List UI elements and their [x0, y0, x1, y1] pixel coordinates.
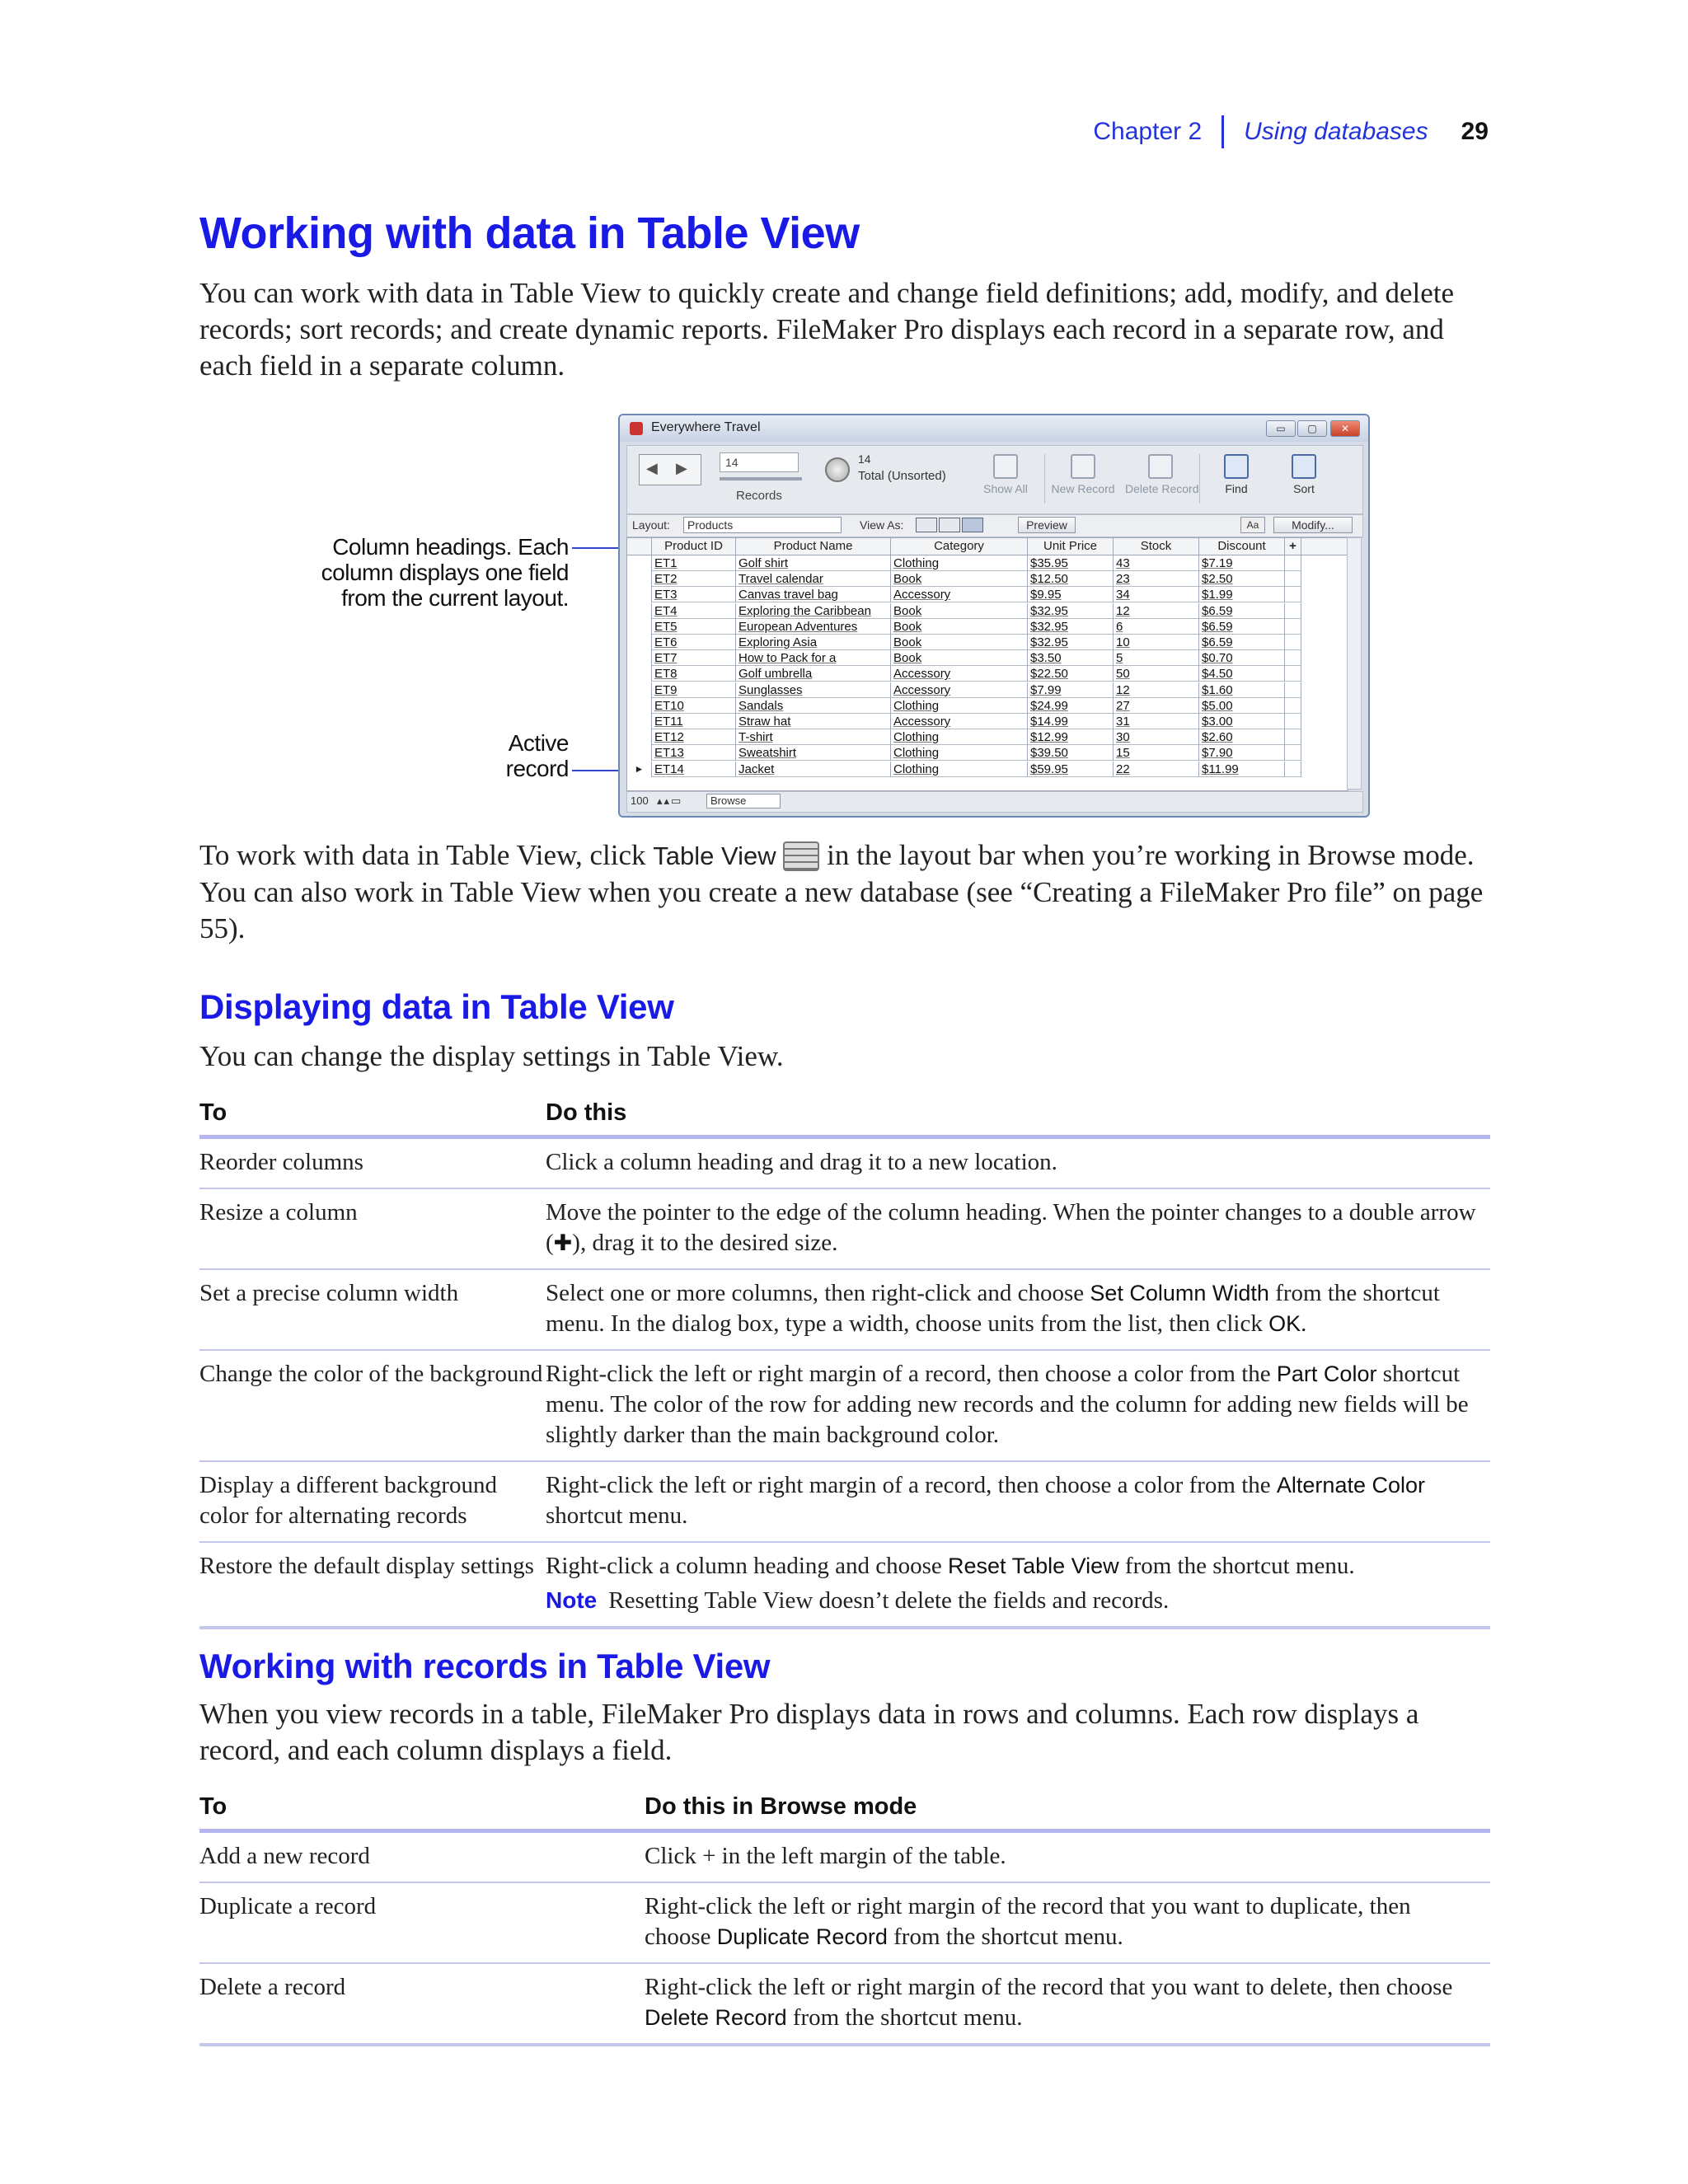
display-intro: You can change the display settings in Table View.: [199, 1040, 784, 1072]
table-cell[interactable]: ET12: [652, 729, 736, 745]
table-cell[interactable]: ET5: [652, 619, 736, 635]
instruction-cell: [546, 1147, 1490, 1178]
record-margin[interactable]: [627, 619, 652, 635]
task-cell: Duplicate a record: [199, 1893, 377, 1919]
table-cell[interactable]: Clothing: [891, 762, 1028, 777]
table-row[interactable]: [627, 571, 1348, 587]
instruction-text: Right-click the left or right margin of the record that you want to delete, then choose: [645, 1974, 1453, 2000]
table-cell[interactable]: 10: [1114, 635, 1199, 650]
active-record-marker-icon[interactable]: ►: [627, 762, 652, 777]
table-view-instructions: To work with data in Table View, click Table View in the layout bar when you’re working in Browse mode. You can also work in Table View when you create a new database (see “Creating a FileMaker Pro file” on page 55).: [199, 839, 1484, 944]
menu-command: Duplicate Record: [716, 1924, 888, 1949]
running-header: [1093, 115, 1489, 148]
table-cell[interactable]: 5: [1114, 650, 1199, 666]
table-cell[interactable]: Accessory: [891, 666, 1028, 682]
table-cell[interactable]: 22: [1114, 762, 1199, 777]
record-margin[interactable]: [627, 603, 652, 619]
records-heading: Working with records in Table View: [199, 1647, 771, 1685]
table-row[interactable]: [627, 635, 1348, 650]
table-row[interactable]: [627, 603, 1348, 619]
display-table-header: To Do this: [199, 1099, 1490, 1139]
table-cell[interactable]: $7.99: [1028, 682, 1114, 698]
table-cell[interactable]: Clothing: [891, 729, 1028, 745]
table-cell[interactable]: Book: [891, 603, 1028, 619]
table-cell[interactable]: ET3: [652, 587, 736, 602]
table-row: [199, 1883, 1490, 1964]
table-cell[interactable]: $6.59: [1199, 635, 1285, 650]
table-cell[interactable]: Accessory: [891, 682, 1028, 698]
table-row[interactable]: [627, 698, 1348, 714]
window-title: Everywhere Travel: [651, 420, 761, 434]
table-cell[interactable]: $6.59: [1199, 619, 1285, 635]
table-cell[interactable]: Exploring Asia: [736, 635, 891, 650]
records-label: Records: [736, 489, 782, 503]
show-all-icon: [993, 454, 1018, 479]
table-view-icon: [783, 841, 819, 871]
new-field-cell[interactable]: [1285, 698, 1301, 714]
new-field-cell[interactable]: [1285, 762, 1301, 777]
record-margin[interactable]: [627, 666, 652, 682]
zoom-controls-icon[interactable]: ▴▴▭: [657, 794, 683, 807]
table-cell[interactable]: Clothing: [891, 698, 1028, 714]
preview-button[interactable]: Preview: [1018, 517, 1076, 533]
table-cell[interactable]: Accessory: [891, 714, 1028, 729]
record-navigator-book[interactable]: [639, 454, 701, 485]
table-cell[interactable]: $22.50: [1028, 666, 1114, 682]
table-row[interactable]: [627, 729, 1348, 745]
next-record-icon[interactable]: ▶: [676, 460, 687, 476]
column-heading[interactable]: Product ID: [652, 538, 736, 555]
table-row: [199, 1351, 1490, 1462]
header-divider: [1221, 115, 1224, 148]
table-row[interactable]: [627, 587, 1348, 602]
table-cell[interactable]: Book: [891, 650, 1028, 666]
table-cell[interactable]: ET1: [652, 555, 736, 571]
text-format-button[interactable]: Aa: [1240, 517, 1265, 533]
table-row[interactable]: [627, 745, 1348, 761]
record-margin[interactable]: [627, 555, 652, 571]
table-cell[interactable]: $39.50: [1028, 745, 1114, 761]
instruction-cell: [546, 1197, 1490, 1258]
table-cell[interactable]: 12: [1114, 682, 1199, 698]
table-cell[interactable]: $32.95: [1028, 603, 1114, 619]
table-cell[interactable]: Sandals: [736, 698, 891, 714]
records-table: [199, 1793, 1490, 2046]
table-cell[interactable]: Clothing: [891, 745, 1028, 761]
task-cell: Set a precise column width: [199, 1280, 459, 1306]
table-cell[interactable]: ET6: [652, 635, 736, 650]
app-icon: [630, 422, 643, 435]
menu-command: Alternate Color: [1276, 1473, 1425, 1497]
table-cell[interactable]: Book: [891, 571, 1028, 587]
table-cell[interactable]: Exploring the Caribbean: [736, 603, 891, 619]
filemaker-window: [618, 414, 1370, 818]
table-cell[interactable]: Sunglasses: [736, 682, 891, 698]
menu-command: Set Column Width: [1090, 1281, 1269, 1305]
table-cell[interactable]: Book: [891, 635, 1028, 650]
instruction-text: .: [1301, 1310, 1307, 1337]
instruction-text: Click a column heading and drag it to a new location.: [546, 1149, 1057, 1175]
table-cell[interactable]: ET2: [652, 571, 736, 587]
table-row: [199, 1543, 1490, 1629]
table-cell[interactable]: Sweatshirt: [736, 745, 891, 761]
task-cell: Change the color of the background: [199, 1361, 543, 1387]
column-heading[interactable]: Discount: [1199, 538, 1285, 555]
task-cell: Delete a record: [199, 1974, 346, 2000]
new-field-cell[interactable]: [1285, 666, 1301, 682]
new-record-icon: [1071, 454, 1095, 479]
table-cell[interactable]: ET11: [652, 714, 736, 729]
instruction-text: Click + in the left margin of the table.: [645, 1843, 1006, 1869]
find-icon: [1224, 454, 1249, 479]
record-margin[interactable]: [627, 571, 652, 587]
table-cell[interactable]: Accessory: [891, 587, 1028, 602]
column-heading[interactable]: Stock: [1114, 538, 1199, 555]
callout-active-line2: record: [505, 756, 569, 781]
found-set-pie-icon: [825, 457, 850, 482]
table-cell[interactable]: ET9: [652, 682, 736, 698]
page-number: 29: [1461, 118, 1489, 145]
table-cell[interactable]: 31: [1114, 714, 1199, 729]
table-cell[interactable]: ET7: [652, 650, 736, 666]
table-cell[interactable]: 34: [1114, 587, 1199, 602]
new-field-cell[interactable]: [1285, 650, 1301, 666]
table-cell[interactable]: $59.95: [1028, 762, 1114, 777]
table-cell[interactable]: 12: [1114, 603, 1199, 619]
found-status: Total (Unsorted): [858, 469, 946, 483]
table-cell[interactable]: Golf umbrella: [736, 666, 891, 682]
instruction-cell: [546, 1359, 1490, 1451]
record-slider[interactable]: [720, 477, 802, 480]
instruction-text: shortcut menu. The color of the row for adding new records and the column for adding new fields will be slightly darker than the main background color.: [546, 1361, 1469, 1448]
zoom-level[interactable]: 100: [631, 794, 649, 807]
delete-record-button[interactable]: Delete Record: [1125, 451, 1196, 509]
menu-command: OK: [1268, 1311, 1301, 1336]
grid-margin-header[interactable]: [627, 538, 652, 555]
instruction-text: from the shortcut menu.: [1118, 1553, 1355, 1579]
table-cell[interactable]: $7.90: [1199, 745, 1285, 761]
record-margin[interactable]: [627, 729, 652, 745]
table-row[interactable]: [627, 762, 1348, 777]
found-count: 14: [858, 452, 871, 466]
record-margin[interactable]: [627, 698, 652, 714]
table-cell[interactable]: Travel calendar: [736, 571, 891, 587]
column-heading[interactable]: Product Name: [736, 538, 891, 555]
instruction-text: Right-click the left or right margin of the record that you want to duplicate, then choose: [645, 1893, 1411, 1950]
close-button[interactable]: ✕: [1330, 420, 1360, 437]
table-cell[interactable]: 23: [1114, 571, 1199, 587]
chapter-title: Using databases: [1244, 118, 1428, 145]
sort-icon: [1292, 454, 1316, 479]
table-cell[interactable]: European Adventures: [736, 619, 891, 635]
table-row: [199, 1270, 1490, 1351]
instruction-cell: [645, 1841, 1490, 1872]
layout-select[interactable]: Products: [683, 517, 842, 533]
callout-active-record: [396, 730, 569, 781]
table-cell[interactable]: $4.50: [1199, 666, 1285, 682]
table-cell[interactable]: 15: [1114, 745, 1199, 761]
modify-button[interactable]: Modify...: [1273, 517, 1353, 533]
table-cell[interactable]: $1.60: [1199, 682, 1285, 698]
vertical-scrollbar[interactable]: [1347, 537, 1362, 790]
section-heading: Working with data in Table View: [199, 209, 860, 258]
prev-record-icon[interactable]: ◀: [646, 460, 658, 476]
table-cell[interactable]: $14.99: [1028, 714, 1114, 729]
layout-bar: [626, 514, 1363, 537]
table-cell[interactable]: ET14: [652, 762, 736, 777]
display-settings-table: [199, 1099, 1490, 1629]
table-cell[interactable]: Golf shirt: [736, 555, 891, 571]
callout-active-line1: Active: [508, 730, 569, 756]
table-cell[interactable]: $12.50: [1028, 571, 1114, 587]
instruction-text: shortcut menu.: [546, 1502, 688, 1529]
double-arrow-icon: ✚: [553, 1230, 573, 1255]
new-field-cell[interactable]: [1285, 729, 1301, 745]
new-field-cell[interactable]: [1285, 603, 1301, 619]
table-cell[interactable]: $24.99: [1028, 698, 1114, 714]
new-field-cell[interactable]: [1285, 745, 1301, 761]
instruction-text: Move the pointer to the edge of the column heading. When the pointer changes to a double arrow (: [546, 1199, 1476, 1256]
menu-command: Part Color: [1276, 1361, 1377, 1386]
new-field-cell[interactable]: [1285, 619, 1301, 635]
table-cell[interactable]: $0.70: [1199, 650, 1285, 666]
table-cell[interactable]: Canvas travel bag: [736, 587, 891, 602]
table-cell[interactable]: ET4: [652, 603, 736, 619]
table-cell[interactable]: $3.50: [1028, 650, 1114, 666]
record-margin[interactable]: [627, 650, 652, 666]
instruction-text: Right-click the left or right margin of a record, then choose a color from the: [546, 1361, 1277, 1387]
note: [546, 1585, 1482, 1616]
table-cell[interactable]: 43: [1114, 555, 1199, 571]
table-view-grid: [626, 537, 1348, 791]
show-all-button[interactable]: Show All: [970, 451, 1041, 509]
minimize-button[interactable]: ▭: [1266, 420, 1296, 437]
table-row: [199, 1964, 1490, 2046]
table-cell[interactable]: $1.99: [1199, 587, 1285, 602]
delete-record-icon: [1148, 454, 1173, 479]
table-cell[interactable]: ET10: [652, 698, 736, 714]
table-cell[interactable]: $35.95: [1028, 555, 1114, 571]
instruction-text: ), drag it to the desired size.: [572, 1230, 838, 1256]
records-table-header: To Do this in Browse mode: [199, 1793, 1490, 1833]
records-intro: When you view records in a table, FileMaker Pro displays data in rows and columns. Each row displays a record, and each column displays a field.: [199, 1698, 1419, 1766]
table-cell[interactable]: 50: [1114, 666, 1199, 682]
current-record-field[interactable]: 14: [720, 452, 799, 472]
form-view-button[interactable]: [916, 518, 937, 532]
add-field-icon[interactable]: +: [1285, 538, 1301, 555]
instruction-text: from the shortcut menu.: [887, 1924, 1123, 1950]
window-statusbar: [626, 791, 1363, 813]
layout-label: Layout:: [632, 518, 670, 532]
record-margin[interactable]: [627, 714, 652, 729]
instruction-cell: [546, 1278, 1490, 1339]
record-margin[interactable]: [627, 745, 652, 761]
find-button[interactable]: Find: [1201, 451, 1272, 509]
table-cell[interactable]: $5.00: [1199, 698, 1285, 714]
maximize-button[interactable]: ▢: [1297, 420, 1327, 437]
table-cell[interactable]: $12.99: [1028, 729, 1114, 745]
record-margin[interactable]: [627, 587, 652, 602]
table-row[interactable]: [627, 666, 1348, 682]
display-table-rows: [199, 1139, 1490, 1629]
status-toolbar: [626, 445, 1363, 514]
table-cell[interactable]: Straw hat: [736, 714, 891, 729]
record-margin[interactable]: [627, 635, 652, 650]
table-cell[interactable]: $9.95: [1028, 587, 1114, 602]
table-cell[interactable]: ET13: [652, 745, 736, 761]
list-view-button[interactable]: [939, 518, 960, 532]
table-cell[interactable]: $32.95: [1028, 635, 1114, 650]
intro-paragraph: You can work with data in Table View to quickly create and change field definitions; add, modify, and delete records; sort records; and create dynamic reports. FileMaker Pro displays each record in a separate row, and each field in a separate column.: [199, 277, 1455, 382]
column-heading[interactable]: Category: [891, 538, 1028, 555]
table-row: [199, 1462, 1490, 1543]
table-row[interactable]: [627, 650, 1348, 666]
column-heading[interactable]: Unit Price: [1028, 538, 1114, 555]
mode-select[interactable]: Browse: [706, 794, 781, 808]
record-margin[interactable]: [627, 682, 652, 698]
task-cell: Restore the default display settings: [199, 1553, 534, 1579]
table-cell[interactable]: $11.99: [1199, 762, 1285, 777]
new-field-cell[interactable]: [1285, 635, 1301, 650]
table-cell[interactable]: $7.19: [1199, 555, 1285, 571]
new-field-cell[interactable]: [1285, 571, 1301, 587]
new-field-cell[interactable]: [1285, 587, 1301, 602]
display-heading: Displaying data in Table View: [199, 987, 674, 1026]
window-titlebar: [620, 415, 1368, 442]
chapter-label: Chapter 2: [1093, 118, 1203, 145]
new-field-cell[interactable]: [1285, 714, 1301, 729]
task-cell: Add a new record: [199, 1843, 370, 1869]
task-cell: Display a different background color for alternating records: [199, 1472, 498, 1529]
task-cell: Resize a column: [199, 1199, 358, 1226]
instruction-cell: [546, 1551, 1490, 1616]
sort-button[interactable]: Sort: [1268, 451, 1339, 509]
menu-command: Delete Record: [645, 2005, 787, 2030]
table-cell[interactable]: How to Pack for a: [736, 650, 891, 666]
grid-header-row: [627, 538, 1348, 555]
table-cell[interactable]: Clothing: [891, 555, 1028, 571]
new-field-cell[interactable]: [1285, 682, 1301, 698]
instruction-text: from the shortcut menu.: [786, 2004, 1023, 2031]
instruction-text: Right-click a column heading and choose: [546, 1553, 949, 1579]
note-label: Note: [546, 1587, 598, 1613]
table-view-command: Table View: [653, 841, 776, 870]
table-view-button[interactable]: [962, 518, 983, 532]
table-cell[interactable]: ET8: [652, 666, 736, 682]
table-row[interactable]: [627, 682, 1348, 698]
menu-command: Reset Table View: [948, 1554, 1119, 1578]
table-cell[interactable]: 27: [1114, 698, 1199, 714]
table-cell[interactable]: 6: [1114, 619, 1199, 635]
table-cell[interactable]: $32.95: [1028, 619, 1114, 635]
note-text: Resetting Table View doesn’t delete the fields and records.: [608, 1587, 1170, 1614]
toolbar-divider: [1199, 454, 1200, 504]
table-row: [199, 1139, 1490, 1189]
instruction-text: from the shortcut menu. In the dialog box, type a width, choose units from the list, then click: [546, 1280, 1440, 1337]
table-cell[interactable]: Jacket: [736, 762, 891, 777]
task-cell: Reorder columns: [199, 1149, 363, 1175]
table-cell[interactable]: $2.60: [1199, 729, 1285, 745]
table-cell[interactable]: $3.00: [1199, 714, 1285, 729]
records-table-rows: [199, 1833, 1490, 2046]
table-cell[interactable]: 30: [1114, 729, 1199, 745]
table-row: [199, 1833, 1490, 1883]
table-cell[interactable]: T-shirt: [736, 729, 891, 745]
instruction-cell: [546, 1470, 1490, 1531]
new-field-cell[interactable]: [1285, 555, 1301, 571]
instruction-cell: [645, 1891, 1490, 1952]
table-row[interactable]: [627, 619, 1348, 635]
toolbar-divider: [1044, 454, 1045, 504]
table-cell[interactable]: $6.59: [1199, 603, 1285, 619]
instruction-text: Select one or more columns, then right-click and choose: [546, 1280, 1090, 1306]
table-cell[interactable]: $2.50: [1199, 571, 1285, 587]
table-row[interactable]: [627, 555, 1348, 571]
view-as-label: View As:: [860, 518, 904, 532]
callout-column-headings: Column headings. Each column displays one field from the current layout.: [321, 534, 569, 611]
table-cell[interactable]: Book: [891, 619, 1028, 635]
table-row: [199, 1189, 1490, 1270]
table-row[interactable]: [627, 714, 1348, 729]
instruction-cell: [645, 1972, 1490, 2033]
new-record-button[interactable]: New Record: [1048, 451, 1118, 509]
instruction-text: Right-click the left or right margin of a record, then choose a color from the: [546, 1472, 1277, 1498]
